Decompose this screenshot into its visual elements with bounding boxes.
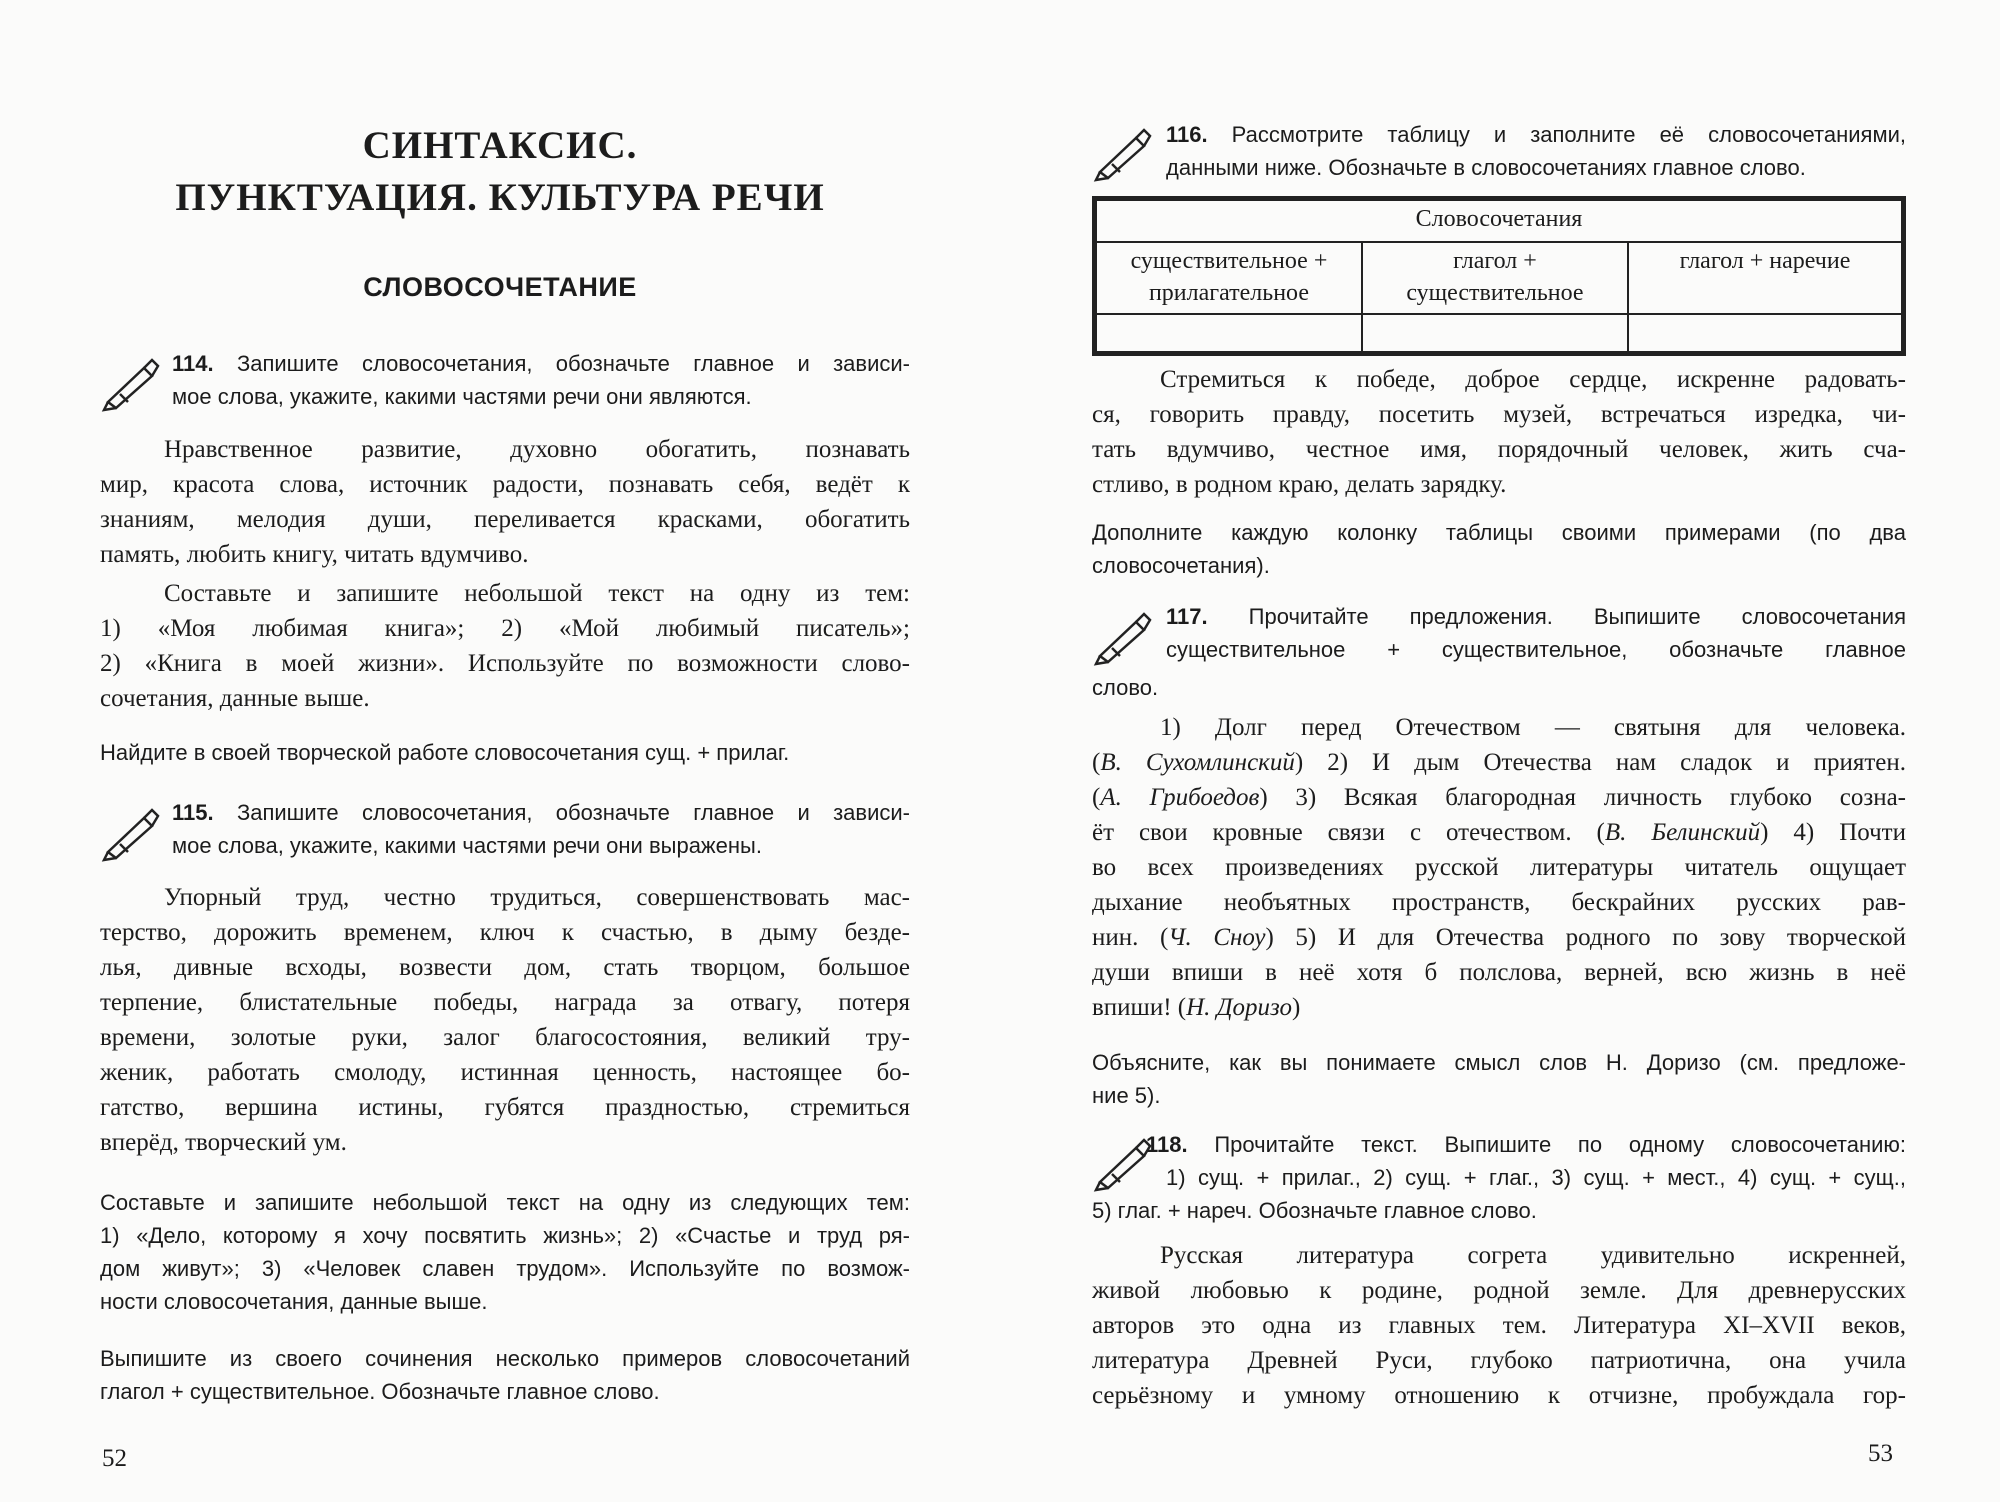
table-cell-empty: [1628, 314, 1902, 352]
exercise-117-number: 117.: [1166, 604, 1208, 629]
pen-icon: [100, 350, 164, 414]
exercise-116-text: Стремиться к победе, доброе сердце, искренне радовать- ся, говорить правду, посетить музей, встречаться изредка, чи- тать вдумчиво, честное имя, порядочный человек, жить сча- стливо, в родном краю, делать зарядку.: [1092, 366, 1906, 498]
word-combinations-table: [1092, 196, 1906, 356]
author-dorizo: Н. Доризо: [1186, 994, 1292, 1021]
table-header: Словосочетания: [1096, 200, 1902, 242]
pen-icon: [100, 800, 164, 864]
author-griboedov: А. Грибоедов: [1100, 784, 1260, 811]
page-number-left: 52: [102, 1445, 127, 1472]
exercise-117-extra: Объясните, как вы понимаете смысл слов Н. Доризо (см. предложе- ние 5).: [1092, 1050, 1906, 1108]
exercise-118-instruction: 118. Прочитайте текст. Выпишите по одному словосочетанию: 1) сущ. + прилаг., 2) сущ. + глаг., 3) сущ. + мест., 4) сущ. + сущ.,: [1146, 1132, 1906, 1190]
table-column-verb-noun: глагол + существительное: [1362, 242, 1628, 314]
exercise-115-text: Упорный труд, честно трудиться, совершенствовать мас- терство, дорожить временем, ключ к счастью, в дыму безде- лья, дивные всходы, возвести дом, стать творцом, большое терпение, блистательные победы, награда за отвагу, потеря времени, золотые руки, залог благосостояния, великий тру- женик, работать смолоду, истинная ценность, настоящее бо- гатство, вершина истины, губятся праздностью, стремиться вперёд, творческий ум.: [100, 884, 910, 1156]
chapter-title: [100, 120, 900, 224]
author-sukhomlinsky: В. Сухомлинский: [1100, 749, 1295, 776]
exercise-115-instruction: 115. Запишите словосочетания, обозначьте главное и зависи- мое слова, укажите, какими частями речи они выражены.: [172, 800, 910, 858]
exercise-117-instruction: 117. Прочитайте предложения. Выпишите словосочетания существительное + существительное, обозначьте главное: [1166, 604, 1906, 662]
pen-icon: [1092, 120, 1156, 184]
page-number-right: 53: [1868, 1440, 1893, 1467]
table-cell-empty: [1096, 314, 1362, 352]
chapter-title-line1: СИНТАКСИС.: [362, 124, 638, 167]
exercise-115-extra: Выпишите из своего сочинения несколько примеров словосочетаний глагол + существительное. Обозначьте главное слово.: [100, 1346, 910, 1404]
exercise-114-text: Нравственное развитие, духовно обогатить, познавать мир, красота слова, источник радости, познавать себя, ведёт к знаниям, мелодия души, переливается красками, обогатить память, любить книгу, читать вдумчиво.: [100, 436, 910, 568]
exercise-118-text: Русская литература согрета удивительно искренней, живой любовью к родине, родной земле. Для древнерусских авторов это одна из главных тем. Литература XI–XVII веков, литература Древней Руси, глубоко патриотична, она учила серьёзному и умному отношению к отчизне, пробуждала гор-: [1092, 1242, 1906, 1409]
exercise-117-instruction-end: слово.: [1092, 675, 1159, 700]
right-page: [1000, 0, 2000, 1502]
exercise-118-number: 118.: [1146, 1132, 1188, 1157]
author-belinsky: В. Белинский: [1604, 819, 1761, 846]
exercise-114-instruction: 114. Запишите словосочетания, обозначьте главное и зависи- мое слова, укажите, какими частями речи они являются.: [172, 351, 910, 409]
exercise-116-extra: Дополните каждую колонку таблицы своими примерами (по два словосочетания).: [1092, 520, 1906, 578]
chapter-title-line2: ПУНКТУАЦИЯ. КУЛЬТУРА РЕЧИ: [175, 176, 825, 219]
exercise-114-extra: Найдите в своей творческой работе словосочетания сущ. + прилаг.: [100, 740, 790, 765]
exercise-114-number: 114.: [172, 351, 214, 376]
exercise-115-task: Составьте и запишите небольшой текст на одну из следующих тем: 1) «Дело, которому я хочу посвятить жизнь»; 2) «Счастье и труд ря- дом живут»; 3) «Человек славен трудом». Используйте по возмож- ности словосочетания, данные выше.: [100, 1190, 910, 1314]
exercise-117-text: 1) Долг перед Отечеством — святыня для человека. (В. Сухомлинский) 2) И дым Отечества нам сладок и приятен. (А. Грибоедов) 3) Всякая благородная личность глубоко созна- ёт свои кровные связи с отечеством. (В. Белинский) 4) Почти во всех произведениях русской литературы читатель ощущает дыхание необъятных пространств, бескрайних русских рав- нин. (Ч. Сноу) 5) И для Отечества родного по зову творческой души впиши в неё хотя б полслова, верней, всю жизнь в неё впиши! (Н. Доризо): [1092, 714, 1907, 1021]
exercise-115-number: 115.: [172, 800, 214, 825]
table-column-noun-adj: существительное + прилагательное: [1096, 242, 1362, 314]
table-cell-empty: [1362, 314, 1628, 352]
table-column-verb-adverb: глагол + наречие: [1628, 242, 1902, 314]
author-snow: Ч. Сноу: [1168, 924, 1266, 951]
exercise-114-task: Составьте и запишите небольшой текст на одну из тем: 1) «Моя любимая книга»; 2) «Мой любимый писатель»; 2) «Книга в моей жизни». Используйте по возможности слово- сочетания, данные выше.: [100, 580, 910, 712]
exercise-116-number: 116.: [1166, 122, 1208, 147]
exercise-118-instruction-end: 5) глаг. + нареч. Обозначьте главное слово.: [1092, 1198, 1537, 1223]
section-title: СЛОВОСОЧЕТАНИЕ: [363, 272, 637, 302]
exercise-116-instruction: 116. Рассмотрите таблицу и заполните её словосочетаниями, данными ниже. Обозначьте в словосочетаниях главное слово.: [1166, 122, 1906, 180]
pen-icon: [1092, 604, 1156, 668]
